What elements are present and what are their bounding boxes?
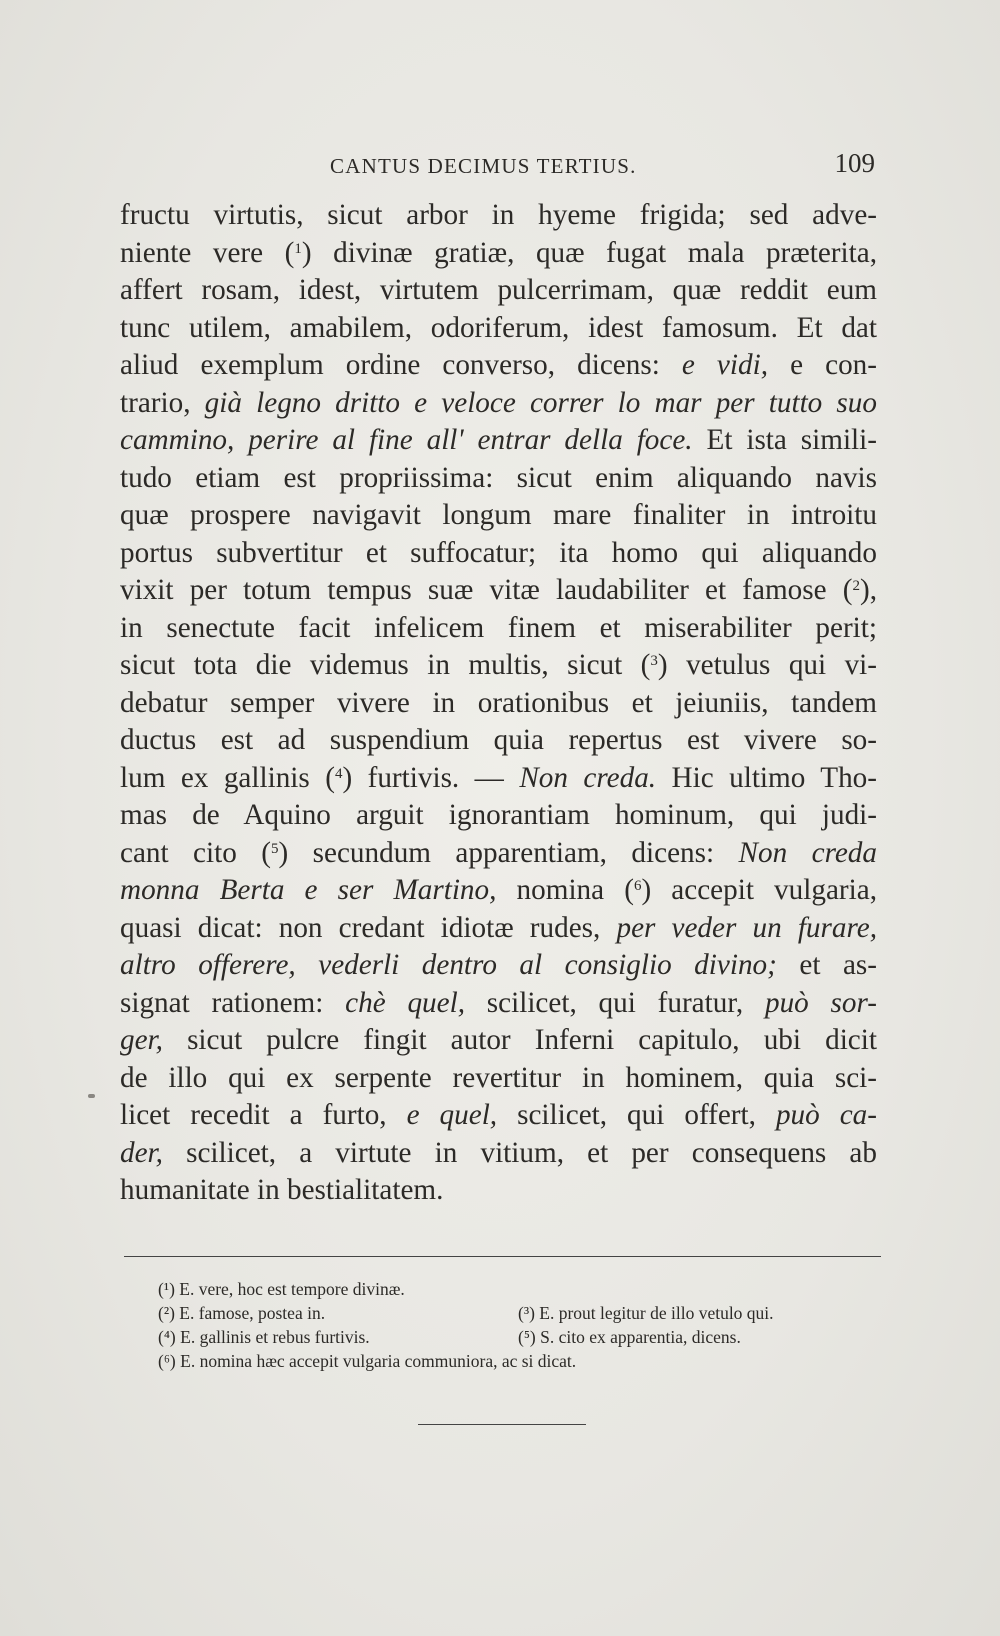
text-run: Hic ultimo Tho- <box>656 761 877 794</box>
text-run: signat rationem: <box>120 986 346 1019</box>
text-line <box>120 947 877 985</box>
text-run: scilicet, qui furatur, <box>465 986 765 1019</box>
footnote-divider <box>124 1256 881 1257</box>
text-run: niente vere ( <box>120 236 295 269</box>
text-line <box>120 272 877 310</box>
text-run: ) secundum apparentiam, dicens: <box>278 836 739 869</box>
text-run: Et ista simili- <box>692 424 877 456</box>
text-run: ) accepit vulgaria, <box>641 874 877 906</box>
text-line <box>120 347 877 385</box>
footnotes <box>158 1277 878 1373</box>
text-line <box>120 497 877 535</box>
text-run: debatur semper vivere in orationibus et jeiuniis, tandem <box>120 686 877 719</box>
italic-quote: per veder un furare, <box>616 911 877 944</box>
text-run: tudo etiam est propriissima: sicut enim aliquando navis <box>120 461 877 494</box>
text-run: affert rosam, idest, virtutem pulcerrimam, quæ reddit eum <box>120 274 877 306</box>
italic-quote: ger, <box>120 1024 163 1056</box>
text-line <box>120 197 877 235</box>
footnote-ref: 3 <box>650 653 658 669</box>
italic-quote: cammino, perire al fine all' entrar della foce. <box>120 424 693 456</box>
footnote: (⁵) S. cito ex apparentia, dicens. <box>518 1327 741 1347</box>
text-line <box>120 535 877 573</box>
text-line <box>120 872 877 910</box>
text-run: ) divinæ gratiæ, quæ fugat mala præterita, <box>301 236 878 269</box>
text-run: trario, <box>120 386 205 419</box>
text-line <box>120 647 877 685</box>
footnote-ref: 4 <box>334 765 343 782</box>
text-line <box>120 460 877 498</box>
footnote: (³) E. prout legitur de illo vetulo qui. <box>518 1303 774 1323</box>
text-run: e con- <box>768 349 877 381</box>
footnote: (⁶) E. nomina hæc accepit vulgaria communiora, ac si dicat. <box>158 1351 577 1371</box>
text-line <box>120 235 877 273</box>
text-run: portus subvertitur et suffocatur; ita homo qui aliquando <box>120 536 877 569</box>
footnote: (¹) E. vere, hoc est tempore divinæ. <box>158 1279 405 1299</box>
footnote-row <box>158 1277 878 1301</box>
text-run: sicut tota die videmus in multis, sicut ( <box>120 649 651 681</box>
footnote-ref: 1 <box>294 240 302 257</box>
footnote-ref: 6 <box>633 878 642 894</box>
text-run: quasi dicat: non credant idiotæ rudes, <box>120 911 617 944</box>
text-line <box>120 685 877 723</box>
text-line <box>120 1097 877 1135</box>
text-run: ductus est ad suspendium quia repertus est vivere so- <box>120 724 877 756</box>
text-run: humanitate in bestialitatem. <box>120 1174 444 1206</box>
text-run: sicut pulcre fingit autor Inferni capitulo, ubi dicit <box>162 1024 877 1056</box>
main-text <box>120 197 877 1210</box>
page-number: 109 <box>834 148 875 178</box>
text-line <box>120 760 877 798</box>
footnote: (⁴) E. gallinis et rebus furtivis. <box>158 1327 370 1347</box>
italic-quote: può sor- <box>764 986 877 1019</box>
italic-quote: monna Berta e ser Martino, <box>120 874 497 906</box>
text-line <box>120 1135 877 1173</box>
footnote: (²) E. famose, postea in. <box>158 1303 326 1323</box>
text-run: scilicet, qui offert, <box>497 1099 776 1131</box>
text-run: vixit per totum tempus suæ vitæ laudabiliter et famose ( <box>120 574 853 606</box>
italic-quote: può ca- <box>775 1099 877 1131</box>
page-header <box>120 148 875 188</box>
text-run: licet recedit a furto, <box>120 1099 407 1131</box>
text-line <box>120 385 877 423</box>
italic-quote: chè quel, <box>345 986 465 1019</box>
text-run: in senectute facit infelicem finem et miserabiliter perit; <box>120 611 877 644</box>
italic-quote: Non creda <box>738 836 877 869</box>
text-run: ), <box>859 574 877 606</box>
text-run: scilicet, a virtute in vitium, et per consequens ab <box>162 1136 877 1169</box>
footnote-row <box>158 1349 878 1373</box>
margin-mark <box>88 1094 95 1098</box>
footnote-row <box>158 1325 878 1349</box>
text-line <box>120 610 877 648</box>
text-run: mas de Aquino arguit ignorantiam hominum, qui judi- <box>120 799 877 831</box>
text-line <box>120 910 877 948</box>
text-line <box>120 985 877 1023</box>
text-run: aliud exemplum ordine converso, dicens: <box>120 349 682 381</box>
text-run: ) furtivis. — <box>342 761 520 794</box>
text-line <box>120 1172 877 1210</box>
end-divider <box>418 1424 586 1425</box>
text-line <box>120 797 877 835</box>
text-line <box>120 835 877 873</box>
text-line <box>120 1022 877 1060</box>
footnote-row <box>158 1301 878 1325</box>
text-run: cant cito ( <box>120 836 271 869</box>
footnote-ref: 2 <box>852 578 860 594</box>
text-run: quæ prospere navigavit longum mare finaliter in introitu <box>120 499 877 531</box>
text-run: ) vetulus qui vi- <box>657 649 877 681</box>
text-run: de illo qui ex serpente revertitur in hominem, quia sci- <box>120 1061 877 1094</box>
text-line <box>120 1060 877 1098</box>
text-line <box>120 572 877 610</box>
running-head: CANTUS DECIMUS TERTIUS. <box>330 154 637 178</box>
text-run: fructu virtutis, sicut arbor in hyeme frigida; sed adve- <box>120 199 877 231</box>
text-line <box>120 722 877 760</box>
text-line <box>120 422 877 460</box>
text-run: nomina ( <box>496 874 634 906</box>
italic-quote: e quel, <box>406 1099 498 1131</box>
italic-quote: già legno dritto e veloce correr lo mar per tutto suo <box>204 386 877 419</box>
text-run: lum ex gallinis ( <box>120 761 335 794</box>
text-run: tunc utilem, amabilem, odoriferum, idest famosum. Et dat <box>120 311 877 344</box>
italic-quote: Non creda. <box>519 761 657 794</box>
italic-quote: e vidi, <box>681 349 768 381</box>
text-run: et as- <box>776 949 877 981</box>
text-line <box>120 310 877 348</box>
italic-quote: altro offerere, vederli dentro al consiglio divino; <box>120 949 777 981</box>
italic-quote: der, <box>120 1136 163 1169</box>
footnote-ref: 5 <box>270 840 279 857</box>
